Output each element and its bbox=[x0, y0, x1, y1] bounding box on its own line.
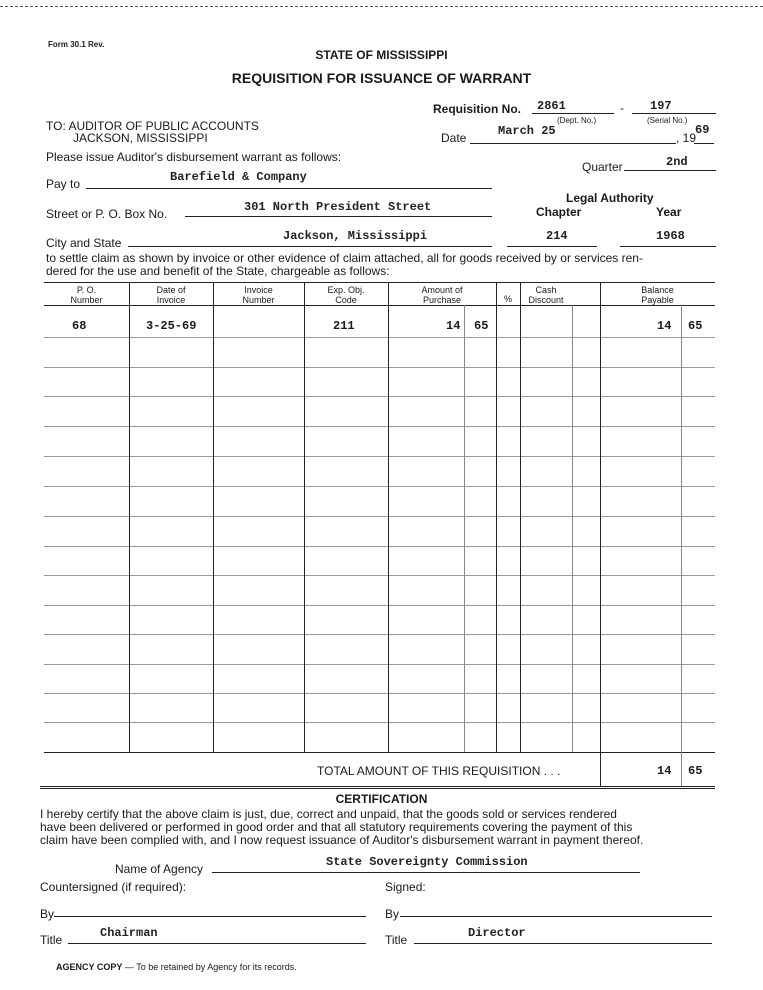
header-cash-line2: Discount bbox=[528, 295, 564, 305]
quarter-value: 2nd bbox=[666, 155, 688, 169]
col-divider bbox=[304, 282, 305, 752]
left-title-value: Chairman bbox=[100, 926, 158, 940]
serial-no-line bbox=[632, 113, 716, 114]
row-line bbox=[44, 575, 715, 576]
header-date-line1: Date of bbox=[156, 285, 186, 295]
city-label: City and State bbox=[46, 236, 122, 250]
header-cash-line1: Cash bbox=[535, 285, 557, 295]
certification-line1: I hereby certify that the above claim is just, due, correct and unpaid, that the goods sold or services rendered bbox=[40, 807, 617, 821]
total-dollars: 14 bbox=[657, 764, 672, 778]
col-divider bbox=[388, 282, 389, 752]
row-line bbox=[44, 693, 715, 694]
authority-year-line bbox=[620, 246, 716, 247]
row-line bbox=[44, 516, 715, 517]
date-label: Date bbox=[441, 131, 467, 145]
header-invoice-line2: Number bbox=[242, 295, 275, 305]
row-line bbox=[44, 634, 715, 635]
chapter-value: 214 bbox=[546, 229, 568, 243]
header-amount-line2: Purchase bbox=[422, 295, 462, 305]
row-line bbox=[44, 486, 715, 487]
date-value: March 25 bbox=[498, 124, 556, 138]
col-divider bbox=[600, 282, 601, 752]
pay-to-value: Barefield & Company bbox=[170, 170, 307, 184]
year-line bbox=[694, 143, 714, 144]
cents-divider bbox=[572, 305, 573, 752]
header-amount-line1: Amount of bbox=[421, 285, 463, 295]
left-title-line bbox=[68, 943, 366, 944]
street-line bbox=[185, 216, 492, 217]
agency-label: Name of Agency bbox=[115, 862, 204, 876]
cell-date: 3-25-69 bbox=[146, 319, 197, 333]
street-label: Street or P. O. Box No. bbox=[46, 207, 168, 221]
col-divider bbox=[129, 282, 130, 752]
col-divider bbox=[213, 282, 214, 752]
cell-balance-cents: 65 bbox=[688, 319, 703, 333]
row-line bbox=[44, 396, 715, 397]
header-exp bbox=[304, 285, 388, 305]
settle-text-2: dered for the use and benefit of the State, chargeable as follows: bbox=[46, 264, 390, 278]
quarter-line bbox=[624, 170, 716, 171]
pay-to-label: Pay to bbox=[46, 177, 81, 191]
right-by-line bbox=[400, 916, 712, 917]
cell-exp: 211 bbox=[333, 319, 355, 333]
year-prefix: , 19 bbox=[676, 131, 697, 145]
date-line bbox=[470, 143, 676, 144]
total-label: TOTAL AMOUNT OF THIS REQUISITION . . . bbox=[317, 764, 561, 778]
header-exp-line2: Code bbox=[335, 295, 357, 305]
cents-divider bbox=[681, 305, 682, 786]
dept-no-line bbox=[532, 113, 614, 114]
agency-copy-text: — To be retained by Agency for its records. bbox=[124, 962, 297, 972]
certification-heading: CERTIFICATION bbox=[335, 792, 428, 806]
header-balance bbox=[600, 285, 715, 305]
agency-copy-label: AGENCY COPY bbox=[56, 962, 123, 972]
requisition-dash: - bbox=[620, 101, 624, 115]
to-auditor-line2: JACKSON, MISSISSIPPI bbox=[73, 131, 208, 145]
countersigned-label: Countersigned (if required): bbox=[40, 880, 187, 894]
state-heading: STATE OF MISSISSIPPI bbox=[315, 48, 448, 62]
right-title-value: Director bbox=[468, 926, 526, 940]
table-body-bottom bbox=[44, 752, 715, 753]
cell-amount-dollars: 14 bbox=[446, 319, 461, 333]
col-divider bbox=[496, 282, 497, 752]
form-title: REQUISITION FOR ISSUANCE OF WARRANT bbox=[231, 70, 532, 86]
chapter-line bbox=[507, 246, 597, 247]
header-date bbox=[129, 285, 213, 305]
city-line bbox=[128, 246, 492, 247]
certification-line2: have been delivered or performed in good order and that all statutory requirements covering the payment of this bbox=[40, 820, 633, 834]
row-line bbox=[44, 546, 715, 547]
requisition-label: Requisition No. bbox=[433, 102, 521, 116]
cell-amount-cents: 65 bbox=[474, 319, 489, 333]
signed-label: Signed: bbox=[385, 880, 426, 894]
right-title-label: Title bbox=[385, 933, 408, 947]
form-number: Form 30.1 Rev. bbox=[48, 40, 105, 49]
header-balance-line1: Balance bbox=[641, 285, 674, 295]
left-by-label: By bbox=[40, 907, 55, 921]
cell-po: 68 bbox=[72, 319, 87, 333]
col-divider bbox=[520, 282, 521, 752]
city-value: Jackson, Mississippi bbox=[283, 229, 428, 243]
cell-balance-dollars: 14 bbox=[657, 319, 672, 333]
row-line bbox=[44, 605, 715, 606]
agency-value: State Sovereignty Commission bbox=[326, 855, 528, 869]
authority-year-value: 1968 bbox=[656, 229, 685, 243]
header-po-line2: Number bbox=[70, 295, 103, 305]
right-by-label: By bbox=[385, 907, 400, 921]
total-divider bbox=[600, 752, 601, 786]
street-value: 301 North President Street bbox=[244, 200, 432, 214]
agency-copy-footer bbox=[56, 962, 297, 972]
dept-no-value: 2861 bbox=[537, 99, 566, 113]
agency-line bbox=[212, 872, 640, 873]
serial-no-value: 197 bbox=[650, 99, 672, 113]
total-cents: 65 bbox=[688, 764, 703, 778]
year-authority-label: Year bbox=[656, 205, 682, 219]
header-cash bbox=[520, 285, 572, 305]
to-auditor-line1: TO: AUDITOR OF PUBLIC ACCOUNTS bbox=[46, 119, 259, 133]
quarter-label: Quarter bbox=[582, 160, 623, 174]
header-pct: % bbox=[503, 294, 512, 304]
header-date-line2: Invoice bbox=[156, 295, 186, 305]
row-line bbox=[44, 337, 715, 338]
legal-authority-label: Legal Authority bbox=[566, 191, 654, 205]
year-value: 69 bbox=[695, 123, 710, 137]
chapter-label: Chapter bbox=[536, 205, 582, 219]
certification-line3: claim have been complied with, and I now request issuance of Auditor's disbursement warrant in payment thereof. bbox=[40, 833, 644, 847]
row-line bbox=[44, 456, 715, 457]
form-top-edge bbox=[0, 0, 763, 7]
table-top-border bbox=[44, 282, 715, 283]
row-line bbox=[44, 426, 715, 427]
settle-text-1: to settle claim as shown by invoice or other evidence of claim attached, all for goods received by or services ren- bbox=[46, 251, 643, 265]
header-po bbox=[44, 285, 129, 305]
serial-no-caption: (Serial No.) bbox=[647, 116, 688, 125]
left-by-line bbox=[54, 916, 366, 917]
row-line bbox=[44, 722, 715, 723]
left-title-label: Title bbox=[40, 933, 63, 947]
cents-divider bbox=[464, 305, 465, 752]
row-line bbox=[44, 664, 715, 665]
header-invoice bbox=[213, 285, 304, 305]
right-title-line bbox=[414, 943, 712, 944]
pay-to-line bbox=[86, 188, 492, 189]
header-po-line1: P. O. bbox=[76, 285, 97, 295]
header-invoice-line1: Invoice bbox=[244, 285, 273, 295]
table-header-border bbox=[44, 305, 715, 306]
row-line bbox=[44, 367, 715, 368]
header-amount bbox=[388, 285, 496, 305]
header-balance-line2: Payable bbox=[641, 295, 674, 305]
table-bottom-border bbox=[40, 786, 715, 789]
please-issue-text: Please issue Auditor's disbursement warrant as follows: bbox=[46, 150, 342, 164]
header-exp-line1: Exp. Obj. bbox=[327, 285, 365, 295]
dept-no-caption: (Dept. No.) bbox=[557, 116, 597, 125]
